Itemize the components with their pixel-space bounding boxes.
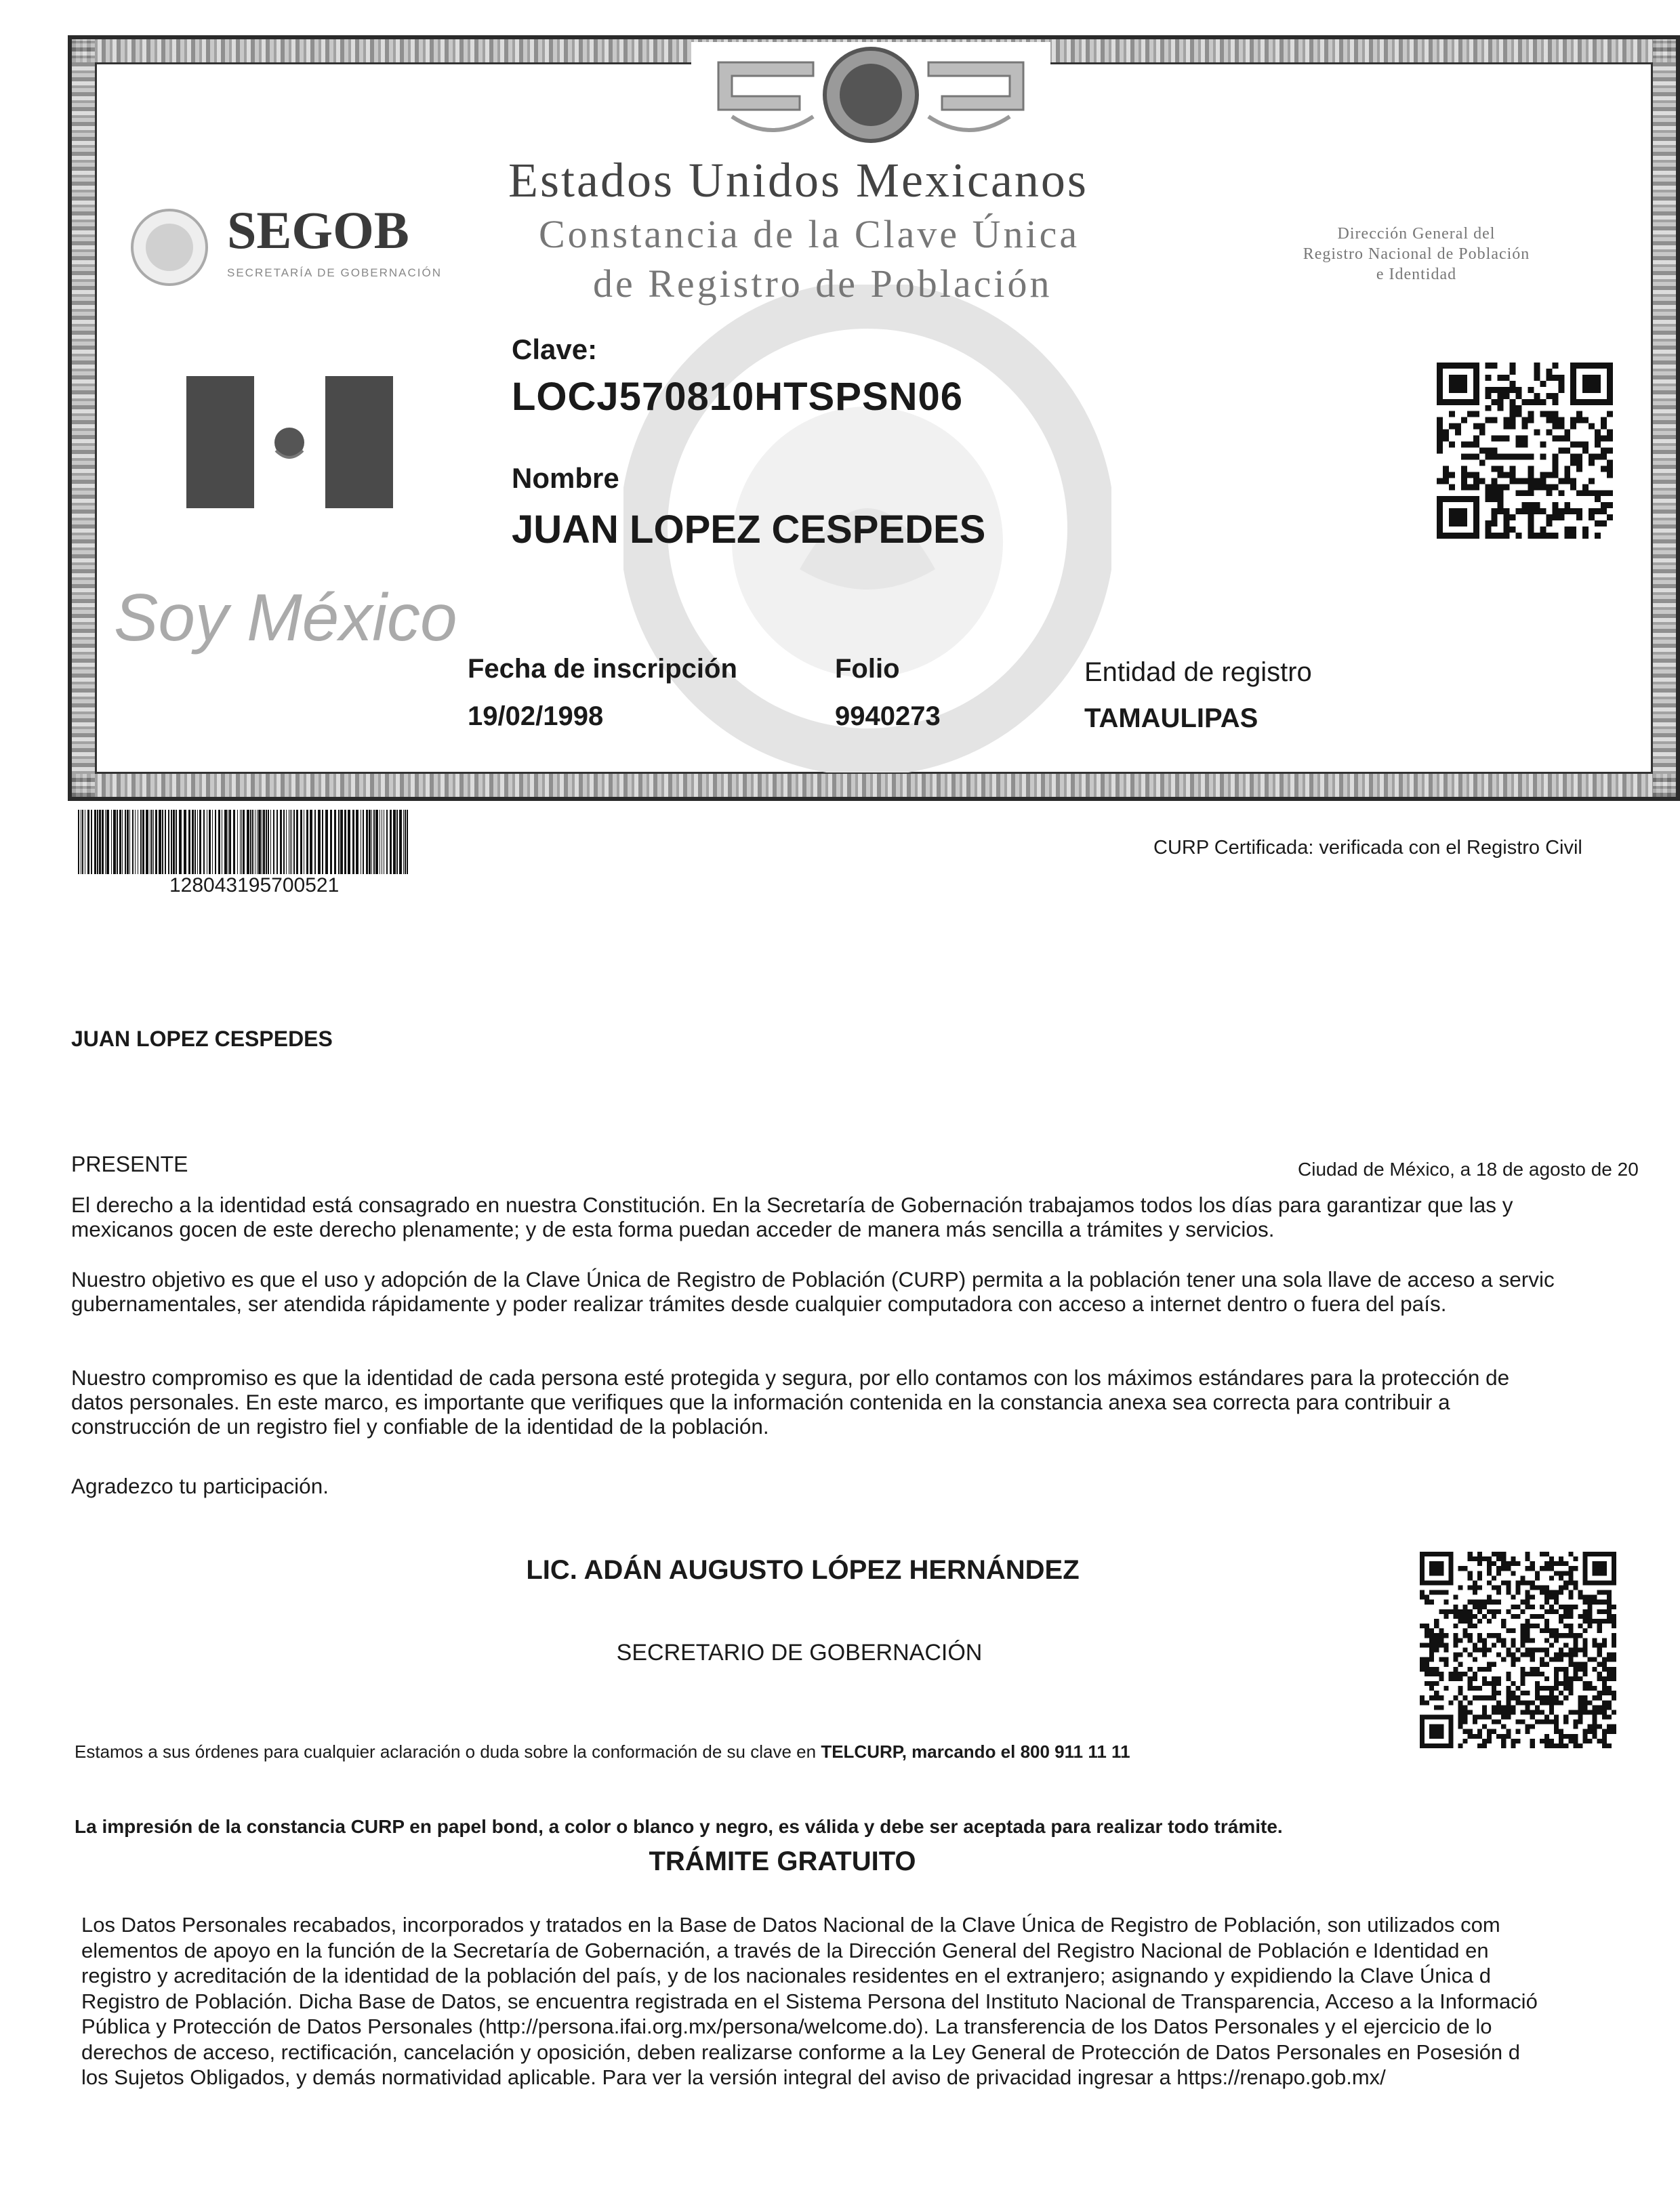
paragraph-line: Nuestro compromiso es que la identidad de cada persona esté protegida y segura, por ello contamos con los máximos estándares para la protección de [71,1365,1510,1390]
segob-seal-icon [129,207,210,288]
soy-mexico-slogan: Soy México [114,580,457,655]
letter-paragraph-commitment [71,1365,1680,1439]
print-validity-notice: La impresión de la constancia CURP en papel bond, a color o blanco y negro, es válida y debe ser aceptada para realizar todo trámite. [75,1816,1283,1837]
folio-label: Folio [835,654,900,684]
free-procedure-title: TRÁMITE GRATUITO [649,1846,916,1876]
privacy-line: Registro de Población. Dicha Base de Datos, se encuentra registrada en el Sistema Persona del Instituto Nacional de Transparencia, Acceso a la Informació [81,1989,1538,2013]
privacy-notice [81,1912,1680,2090]
letter-paragraph-identity [71,1193,1680,1241]
folio-value: 9940273 [835,701,941,731]
national-crest-icon [691,42,1050,150]
agency-name [1240,224,1593,285]
nombre-value: JUAN LOPEZ CESPEDES [512,508,986,552]
privacy-line: Pública y Protección de Datos Personales (http://persona.ifai.org.mx/persona/welcome.do). La transferencia de los Datos Personales y el ejercicio de lo [81,2015,1492,2038]
fecha-inscripcion-value: 19/02/1998 [468,701,604,731]
privacy-line: Los Datos Personales recabados, incorporados y tratados en la Base de Datos Nacional de la Clave Única de Registro de Población, son utilizados com [81,1913,1500,1937]
country-title: Estados Unidos Mexicanos [508,153,1088,207]
barcode-number: 128043195700521 [169,874,340,896]
qr-code-icon [1437,363,1613,539]
privacy-line: derechos de acceso, rectificación, cancelación y oposición, deben realizarse conforme a la Ley General de Protección de Datos Personales en Posesión d [81,2040,1521,2064]
curp-certified-note: CURP Certificada: verificada con el Registro Civil [1153,837,1582,859]
qr-code-icon [1420,1552,1616,1748]
letter-paragraph-objective [71,1267,1680,1316]
agency-line: Dirección General del [1337,225,1496,243]
contact-phone: TELCURP, marcando el 800 911 11 11 [821,1741,1130,1762]
privacy-line: elementos de apoyo en la función de la Secretaría de Gobernación, a través de la Dirección General del Registro Nacional de Población e Identidad en [81,1938,1489,1962]
letter-presente: PRESENTE [71,1152,188,1176]
contact-line [75,1741,1130,1762]
segob-logo-text: SEGOB [227,201,409,260]
privacy-line: los Sujetos Obligados, y demás normatividad aplicable. Para ver la versión integral del aviso de privacidad ingresar a https://renapo.gob.mx/ [81,2065,1386,2089]
document-title-line1: Constancia de la Clave Única [539,212,1080,256]
agency-line: Registro Nacional de Población [1303,245,1530,263]
signer-name: LIC. ADÁN AUGUSTO LÓPEZ HERNÁNDEZ [526,1555,1080,1585]
entidad-label: Entidad de registro [1084,657,1312,687]
paragraph-line: El derecho a la identidad está consagrado en nuestra Constitución. En la Secretaría de Gobernación trabajamos todos los días para garantizar que las y [71,1193,1513,1217]
clave-label: Clave: [512,333,598,365]
barcode-icon [78,810,410,874]
privacy-line: registro y acreditación de la identidad de la población del país, y de los nacionales residentes en el extranjero; asignando y expidiendo la Clave Única d [81,1964,1492,1987]
signer-title: SECRETARIO DE GOBERNACIÓN [616,1640,983,1666]
contact-text: Estamos a sus órdenes para cualquier aclaración o duda sobre la conformación de su clave en [75,1741,821,1762]
paragraph-line: mexicanos gocen de este derecho plenamente; y de esta forma puedan acceder de manera más sencilla a trámites y servicios. [71,1217,1275,1241]
fecha-inscripcion-label: Fecha de inscripción [468,654,737,684]
paragraph-line: gubernamentales, ser atendida rápidamente y poder realizar trámites desde cualquier computadora con acceso a internet dentro o fuera del país. [71,1292,1447,1316]
entidad-value: TAMAULIPAS [1084,703,1258,733]
paragraph-line: Nuestro objetivo es que el uso y adopción de la Clave Única de Registro de Población (CURP) permita a la población tener una sola llave de acceso a servic [71,1267,1555,1292]
letter-place-date: Ciudad de México, a 18 de agosto de 20 [1298,1159,1639,1180]
letter-thanks: Agradezco tu participación. [71,1474,329,1498]
nombre-label: Nombre [512,462,619,494]
paragraph-line: construcción de un registro fiel y confiable de la identidad de la población. [71,1414,769,1439]
document-title-line2: de Registro de Población [593,262,1052,306]
letter-addressee: JUAN LOPEZ CESPEDES [71,1027,333,1051]
segob-subtitle: SECRETARÍA DE GOBERNACIÓN [227,266,443,279]
clave-value: LOCJ570810HTSPSN06 [512,375,963,419]
paragraph-line: datos personales. En este marco, es importante que verifiques que la información contenida en la constancia anexa sea correcta para contribuir a [71,1390,1450,1414]
mexican-flag-icon [186,376,393,508]
agency-line: e Identidad [1376,266,1457,283]
